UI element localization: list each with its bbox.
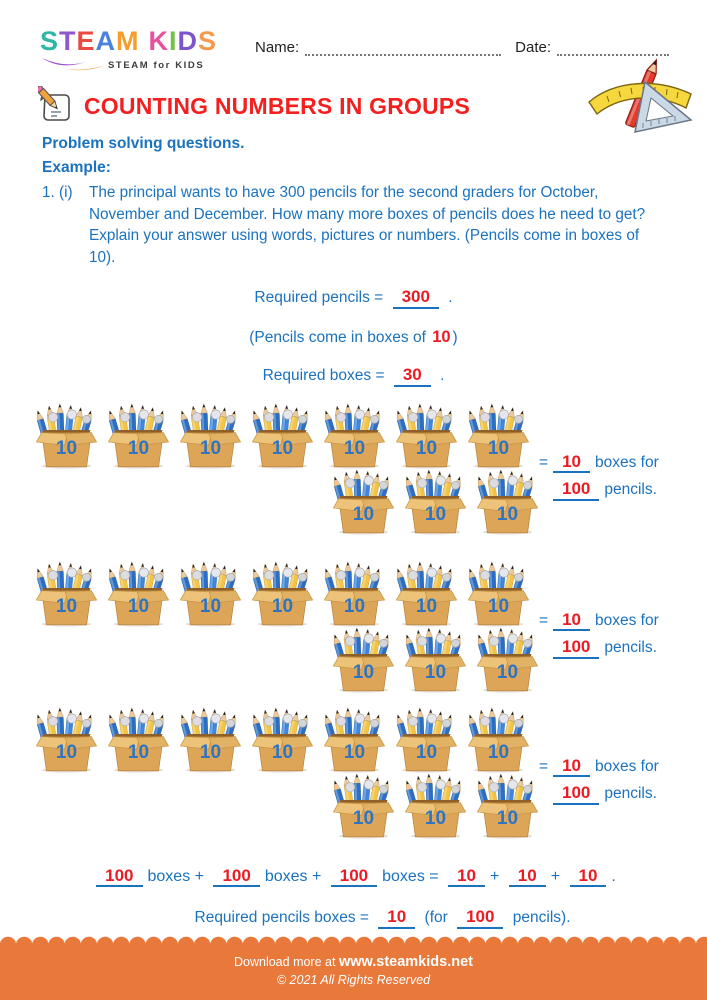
group-boxes-value: 10 — [553, 611, 590, 632]
box-count-label: 10 — [271, 437, 294, 459]
required-boxes-prefix: Required boxes = — [262, 366, 385, 384]
boxes-note-value: 10 — [432, 327, 451, 346]
pencil-box — [177, 403, 244, 469]
pencil-box — [474, 773, 541, 839]
group-pencils-value: 100 — [553, 638, 599, 659]
box-count-label: 10 — [352, 503, 375, 525]
logo-letter: M — [116, 26, 140, 56]
pencil-box — [249, 707, 316, 773]
box-count-label: 10 — [496, 661, 519, 683]
sum-text: boxes = — [382, 867, 439, 885]
box-count-label: 10 — [55, 437, 78, 459]
box-count-label: 10 — [271, 741, 294, 763]
date-label: Date: — [515, 39, 551, 56]
question-text: The principal wants to have 300 pencils for the second graders for October, November and December. How many more boxes of pencils does he need to get? Explain your answer using words, pictures or numbers. (Pencils come in boxes of 10). — [89, 184, 646, 267]
group-pencils-text: pencils. — [604, 638, 657, 656]
boxes-note-suffix: ) — [452, 328, 458, 346]
pencil-box — [474, 469, 541, 535]
equals-sign: = — [539, 611, 549, 629]
sum-equation-line — [0, 867, 707, 888]
pencil-box — [105, 561, 172, 627]
pencil-box — [321, 707, 388, 773]
sum-text: boxes + — [147, 867, 204, 885]
page-footer — [0, 945, 707, 1000]
logo-letter: A — [95, 26, 117, 56]
logo-letter: E — [76, 26, 96, 56]
group-boxes-text: boxes for — [594, 611, 659, 629]
pencil-box — [393, 707, 460, 773]
footer-download-text: Download more at — [234, 955, 336, 969]
pencil-box — [330, 469, 397, 535]
box-count-label: 10 — [496, 503, 519, 525]
logo-subtitle: STEAM for KIDS — [108, 60, 205, 71]
pencil-box — [321, 403, 388, 469]
required-pencils-suffix: . — [448, 288, 453, 306]
box-count-label: 10 — [415, 595, 438, 617]
box-count-label: 10 — [424, 503, 447, 525]
boxes-note-line — [0, 328, 707, 347]
box-count-label: 10 — [352, 807, 375, 829]
logo-letter: I — [169, 26, 178, 56]
group-pencils-value: 100 — [553, 784, 599, 805]
plus-sign: + — [550, 867, 561, 885]
group-boxes-text: boxes for — [594, 757, 659, 775]
name-label: Name: — [255, 39, 300, 56]
sum-value: 100 — [96, 867, 142, 888]
example-label: Example: — [42, 159, 111, 177]
sum-value: 10 — [570, 867, 607, 888]
pencil-box — [465, 561, 532, 627]
box-count-label: 10 — [343, 741, 366, 763]
final-mid-text: (for — [424, 909, 448, 927]
sum-value: 100 — [331, 867, 377, 888]
group-boxes-value: 10 — [553, 453, 590, 474]
box-group-2 — [0, 561, 707, 693]
pencil-box — [33, 403, 100, 469]
group-boxes-text: boxes for — [594, 453, 659, 471]
pencil-box — [105, 403, 172, 469]
box-count-label: 10 — [487, 595, 510, 617]
pencil-box — [474, 627, 541, 693]
final-suffix: pencils). — [512, 909, 571, 927]
box-count-label: 10 — [496, 807, 519, 829]
box-count-label: 10 — [487, 741, 510, 763]
box-count-label: 10 — [343, 437, 366, 459]
steam-kids-logo — [40, 28, 255, 72]
box-count-label: 10 — [343, 595, 366, 617]
box-count-label: 10 — [127, 741, 150, 763]
logo-swoosh-icon — [40, 56, 108, 72]
boxes-note-prefix: (Pencils come in boxes of — [249, 328, 426, 346]
box-count-label: 10 — [199, 741, 222, 763]
sum-text: boxes + — [264, 867, 322, 885]
pencil-box — [177, 707, 244, 773]
box-count-label: 10 — [127, 437, 150, 459]
plus-sign: + — [489, 867, 500, 885]
pencil-box — [177, 561, 244, 627]
final-prefix: Required pencils boxes = — [194, 909, 369, 927]
pencil-box — [321, 561, 388, 627]
pencil-box — [249, 403, 316, 469]
box-count-label: 10 — [55, 595, 78, 617]
required-boxes-line — [0, 366, 707, 387]
required-boxes-suffix: . — [440, 366, 445, 384]
group-boxes-value: 10 — [553, 757, 590, 778]
question-item — [42, 182, 667, 269]
ruler-pencil-illustration-icon — [585, 56, 697, 148]
pencil-box — [330, 627, 397, 693]
problem-heading: Problem solving questions. — [42, 135, 245, 152]
pencil-box — [393, 561, 460, 627]
pencil-box — [105, 707, 172, 773]
logo-wordmark — [40, 28, 255, 55]
box-count-label: 10 — [424, 807, 447, 829]
footer-site-link[interactable]: www.steamkids.net — [338, 954, 473, 970]
pencil-box — [465, 707, 532, 773]
group-pencils-text: pencils. — [604, 784, 657, 802]
group-annotation — [539, 449, 659, 503]
logo-letter: T — [59, 26, 77, 56]
box-count-label: 10 — [271, 595, 294, 617]
box-count-label: 10 — [199, 437, 222, 459]
box-count-label: 10 — [424, 661, 447, 683]
footer-copyright: © 2021 All Rights Reserved — [276, 973, 431, 987]
pencil-box — [33, 707, 100, 773]
page-title: COUNTING NUMBERS IN GROUPS — [84, 92, 470, 119]
logo-letter: K — [148, 26, 170, 56]
pencil-box — [465, 403, 532, 469]
logo-letter: S — [40, 26, 60, 56]
final-answer-line — [0, 908, 707, 929]
required-pencils-line — [0, 288, 707, 309]
sum-value: 10 — [448, 867, 485, 888]
equals-sign: = — [539, 757, 549, 775]
footer-scallop-border — [0, 934, 707, 945]
group-pencils-text: pencils. — [604, 480, 657, 498]
pencil-box — [402, 627, 469, 693]
pencil-box — [402, 773, 469, 839]
final-pencils-value: 100 — [457, 908, 503, 929]
date-line — [557, 38, 669, 56]
equals-sign: = — [539, 453, 549, 471]
box-count-label: 10 — [352, 661, 375, 683]
required-pencils-prefix: Required pencils = — [254, 288, 384, 306]
logo-letter: D — [177, 26, 199, 56]
box-count-label: 10 — [199, 595, 222, 617]
sum-value: 10 — [509, 867, 546, 888]
required-boxes-value: 30 — [394, 366, 431, 387]
name-line — [305, 38, 501, 56]
pencil-box — [402, 469, 469, 535]
pencil-box — [33, 561, 100, 627]
group-pencils-value: 100 — [553, 480, 599, 501]
pencil-box — [393, 403, 460, 469]
group-annotation — [539, 607, 659, 661]
box-count-label: 10 — [415, 741, 438, 763]
box-count-label: 10 — [55, 741, 78, 763]
final-boxes-value: 10 — [378, 908, 415, 929]
logo-letter: S — [198, 26, 218, 56]
pencil-box — [330, 773, 397, 839]
name-date-row — [255, 28, 669, 56]
box-count-label: 10 — [127, 595, 150, 617]
group-annotation — [539, 753, 659, 807]
box-group-3 — [0, 707, 707, 839]
box-count-label: 10 — [415, 437, 438, 459]
period: . — [611, 867, 616, 885]
pencil-box — [249, 561, 316, 627]
question-number: 1. (i) — [42, 184, 73, 202]
box-count-label: 10 — [487, 437, 510, 459]
required-pencils-value: 300 — [393, 288, 439, 309]
pencil-paper-icon — [38, 86, 76, 126]
sum-value: 100 — [213, 867, 259, 888]
box-groups — [0, 403, 707, 839]
box-group-1 — [0, 403, 707, 535]
